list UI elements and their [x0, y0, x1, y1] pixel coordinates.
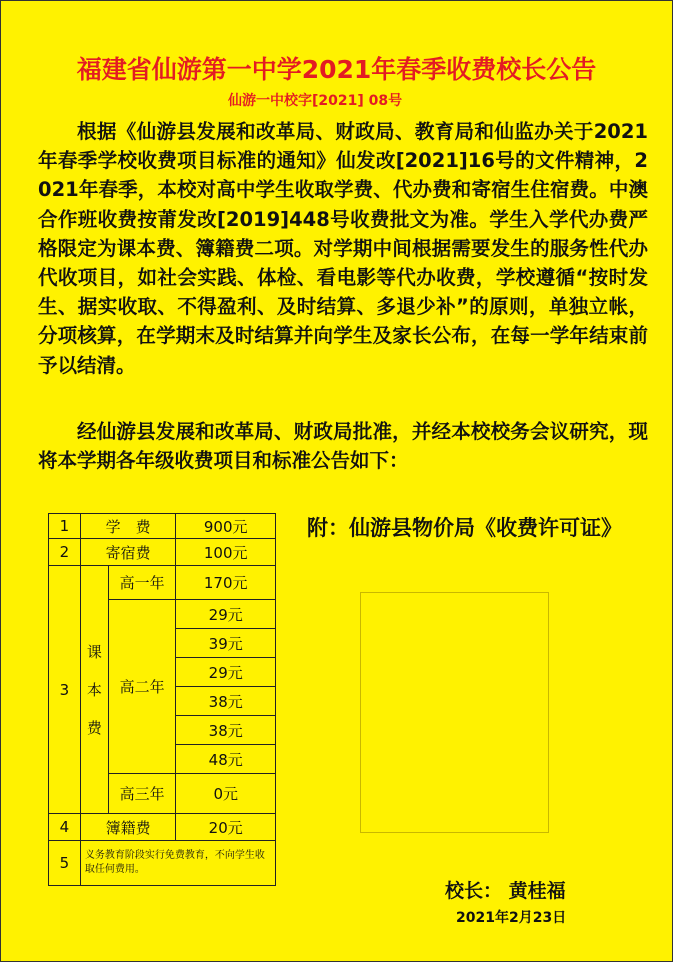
- fee-item-label: 学 费: [80, 514, 176, 539]
- fee-amount: 0元: [176, 774, 276, 814]
- textbook-fee-char: 费: [86, 718, 102, 737]
- body-paragraph-1: 根据《仙游县发展和改革局、财政局、教育局和仙监办关于2021年春季学校收费项目标准的通知》仙发改[2021]16号的文件精神，2021年春季，本校对高中学生收取学费、代办费和寄宿生住宿费。中澳合作班收费按莆发改[2019]448号收费批文为准。学生入学代办费严格限定为课本费、簿籍费二项。对学期中间根据需要发生的服务性代办代收项目，如社会实践、体检、看电影等代办收费，学校遵循“按时发生、据实收取、不得盈利、及时结算、多退少补”的原则，单独立帐，分项核算，在学期末及时结算并向学生及家长公布，在每一学年结束前予以结清。: [38, 120, 648, 377]
- row-number: 2: [49, 539, 81, 566]
- fee-amount: 100元: [176, 539, 276, 566]
- attachment-title: 附：仙游县物价局《收费许可证》: [307, 516, 622, 540]
- fee-license-image: [360, 592, 549, 833]
- fee-amount: 38元: [176, 716, 276, 745]
- grade-label: 高三年: [108, 774, 176, 814]
- compulsory-education-note: 义务教育阶段实行免费教育，不向学生收取任何费用。: [80, 841, 275, 886]
- fee-row-exercise-books: [49, 814, 276, 841]
- fee-amount: 170元: [176, 566, 276, 600]
- row-number: 5: [49, 841, 81, 886]
- fee-row-boarding: [49, 539, 276, 566]
- fee-amount: 48元: [176, 745, 276, 774]
- fee-item-label: 寄宿费: [80, 539, 176, 566]
- body-paragraph-2: 经仙游县发展和改革局、财政局批准，并经本校校务会议研究，现将本学期各年级收费项目和标准公告如下：: [38, 420, 648, 473]
- textbook-fee-char: 课: [86, 642, 102, 661]
- fee-amount: 39元: [176, 629, 276, 658]
- fee-row-textbook-grade1: [49, 566, 276, 600]
- fee-item-label: 簿籍费: [80, 814, 176, 841]
- fee-amount: 29元: [176, 600, 276, 629]
- document-number: 仙游一中校字[2021] 08号: [228, 93, 403, 109]
- notice-date: 2021年2月23日: [456, 910, 567, 926]
- row-number: 1: [49, 514, 81, 539]
- fee-amount: 38元: [176, 687, 276, 716]
- fee-table: [48, 513, 276, 886]
- textbook-fee-label: [80, 566, 108, 814]
- grade-label: 高一年: [108, 566, 176, 600]
- grade-label: 高二年: [108, 600, 176, 774]
- fee-amount: 900元: [176, 514, 276, 539]
- row-number: 4: [49, 814, 81, 841]
- principal-signature: 校长： 黄桂福: [445, 880, 566, 902]
- fee-amount: 29元: [176, 658, 276, 687]
- notice-title: 福建省仙游第一中学2021年春季收费校长公告: [76, 55, 597, 84]
- fee-row-compulsory-note: [49, 841, 276, 886]
- fee-amount: 20元: [176, 814, 276, 841]
- row-number: 3: [49, 566, 81, 814]
- fee-row-tuition: [49, 514, 276, 539]
- textbook-fee-char: 本: [86, 680, 102, 699]
